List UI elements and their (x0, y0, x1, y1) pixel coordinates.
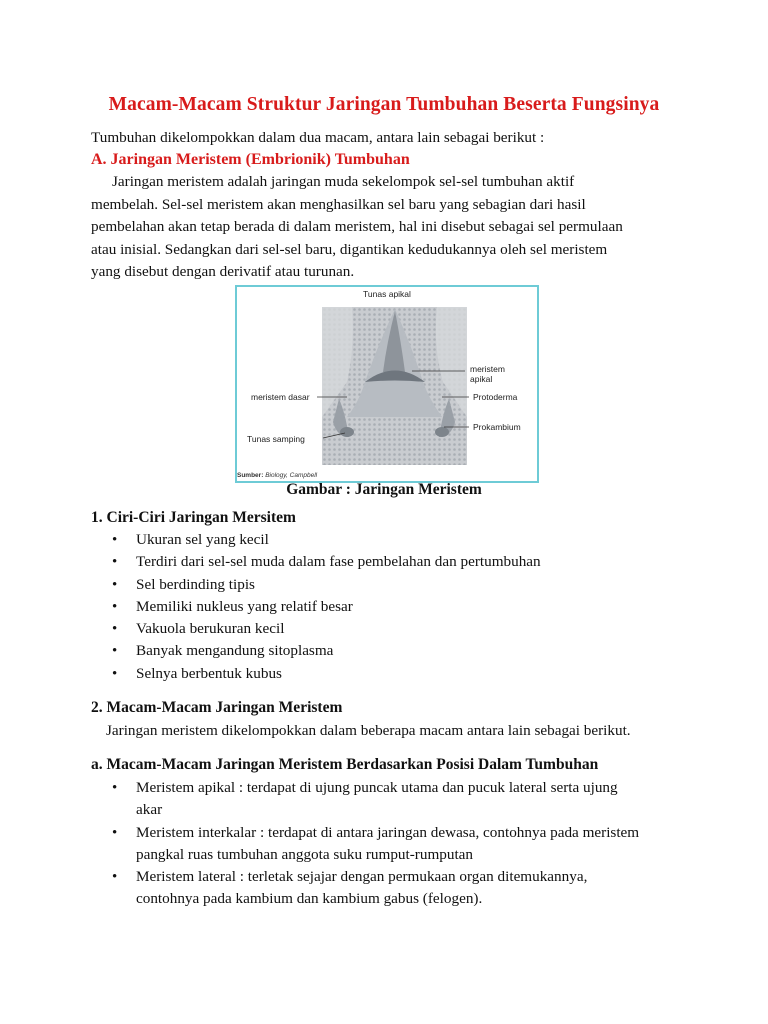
list-item: • Memiliki nukleus yang relatif besar (112, 596, 541, 618)
list-item: • Terdiri dari sel-sel muda dalam fase pembelahan dan pertumbuhan (112, 551, 541, 573)
figure-label-meristem-apikal-line2: apikal (470, 374, 493, 384)
paragraph-line: pembelahan akan tetap berada di dalam meristem, hal ini disebut sebagai sel permulaan (91, 218, 623, 235)
paragraph-line: membelah. Sel-sel meristem akan menghasilkan sel baru yang sebagian dari hasil (91, 196, 586, 213)
page-title: Macam-Macam Struktur Jaringan Tumbuhan Beserta Fungsinya (108, 94, 660, 115)
paragraph-line: Jaringan meristem adalah jaringan muda sekelompok sel-sel tumbuhan aktif (112, 173, 575, 190)
list-item: • Selnya berbentuk kubus (112, 663, 541, 685)
list-item: • Ukuran sel yang kecil (112, 529, 541, 551)
section-2-text: Jaringan meristem dikelompokkan dalam beberapa macam antara lain sebagai berikut. (106, 722, 631, 739)
list-item (112, 777, 639, 822)
figure-source-label: Sumber: (237, 472, 264, 479)
list-item-line: pangkal ruas tumbuhan anggota suku rumput-rumputan (136, 845, 474, 863)
section-1-heading: 1. Ciri-Ciri Jaringan Mersitem (91, 509, 296, 526)
list-item-line: akar (136, 801, 163, 819)
list-item-line: Meristem interkalar : terdapat di antara jaringan dewasa, contohnya pada meristem (136, 823, 640, 841)
section-a2-heading: a. Macam-Macam Jaringan Meristem Berdasarkan Posisi Dalam Tumbuhan (91, 756, 599, 773)
list-item (112, 866, 639, 911)
section-2-heading: 2. Macam-Macam Jaringan Meristem (91, 699, 343, 716)
figure-caption: Gambar : Jaringan Meristem (286, 481, 482, 498)
list-item (112, 822, 639, 867)
figure-source-text: Biology, Campbell (265, 472, 318, 479)
paragraph-line: yang disebut dengan derivatif atau turunan. (91, 263, 355, 280)
figure-source (237, 472, 317, 479)
list-item-line: Meristem apikal : terdapat di ujung puncak utama dan pucuk lateral serta ujung (136, 779, 618, 796)
figure-label-tunas-samping: Tunas samping (247, 434, 305, 444)
figure-label-tunas-apikal: Tunas apikal (363, 289, 411, 299)
figure-label-prokambium: Prokambium (473, 422, 521, 432)
intro-text: Tumbuhan dikelompokkan dalam dua macam, antara lain sebagai berikut : (91, 129, 545, 146)
list-item-line: Meristem lateral : terletak sejajar dengan permukaan organ ditemukannya, (136, 868, 588, 886)
list-item-line: contohnya pada kambium dan kambium gabus (felogen). (136, 890, 483, 908)
paragraph-line: atau inisial. Sedangkan dari sel-sel baru, digantikan kedudukannya oleh sel meristem (91, 241, 608, 258)
meristem-figure (235, 285, 539, 483)
list-item: • Vakuola berukuran kecil (112, 618, 541, 640)
figure-label-meristem-dasar: meristem dasar (251, 392, 310, 402)
section-a-heading: A. Jaringan Meristem (Embrionik) Tumbuhan (91, 151, 410, 168)
figure-label-meristem-apikal-line1: meristem (470, 364, 505, 374)
meristem-position-list (112, 777, 639, 911)
meristem-micrograph (237, 287, 537, 481)
figure-label-protoderma: Protoderma (473, 392, 518, 402)
characteristics-list (112, 529, 541, 685)
list-item: • Sel berdinding tipis (112, 574, 541, 596)
list-item: • Banyak mengandung sitoplasma (112, 640, 541, 662)
figure-label-meristem-apikal (470, 364, 505, 384)
